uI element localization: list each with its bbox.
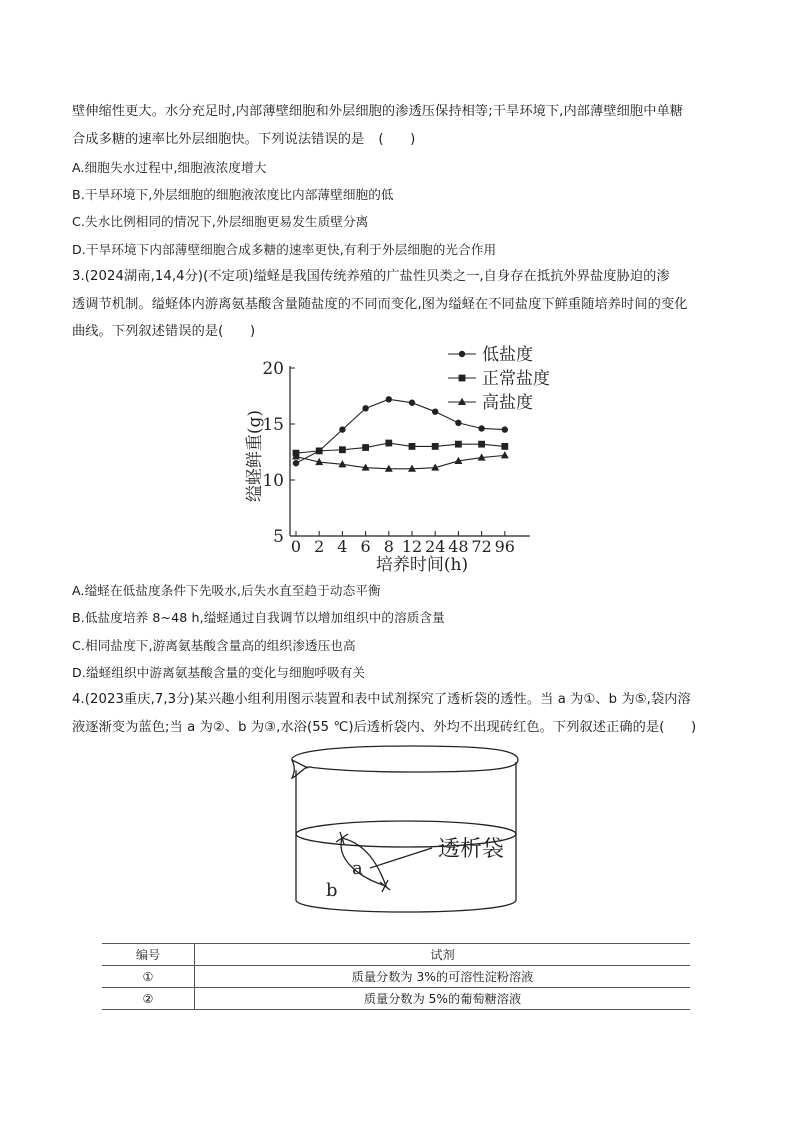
q3-option-b: B.低盐度培养 8~48 h,缢蛏通过自我调节以增加组织中的溶质含量 xyxy=(72,610,445,625)
legend-entry xyxy=(448,393,533,413)
x-tick-label: 72 xyxy=(471,537,492,556)
q3-option-c: C.相同盐度下,游离氨基酸含量高的组织渗透压也高 xyxy=(72,638,356,653)
data-point xyxy=(362,444,369,451)
series-line xyxy=(296,399,505,463)
x-tick-label: 12 xyxy=(401,537,423,556)
series-square xyxy=(293,440,509,457)
series-line xyxy=(296,443,505,453)
x-tick-label: 2 xyxy=(314,537,325,556)
chart-series xyxy=(292,396,509,472)
cell-number: ① xyxy=(102,966,195,988)
bag-pointer-line xyxy=(370,848,432,868)
data-point xyxy=(459,351,465,357)
data-point xyxy=(409,400,415,406)
y-tick-label: 5 xyxy=(273,527,284,547)
y-tick-label: 20 xyxy=(262,359,284,379)
x-tick-label: 6 xyxy=(360,537,371,556)
beaker-rim xyxy=(292,746,518,778)
x-tick-label: 8 xyxy=(383,537,394,556)
legend-label: 低盐度 xyxy=(482,345,533,365)
table-row xyxy=(102,988,690,1010)
data-point xyxy=(385,440,392,447)
data-point xyxy=(501,443,508,450)
q4-stem-line-1: 4.(2023重庆,7,3分)某兴趣小组利用图示装置和表中试剂探究了透析袋的透性。当 a 为①、b 为⑤,袋内溶 xyxy=(72,692,691,707)
q2-option-b: B.干旱环境下,外层细胞的细胞液浓度比内部薄壁细胞的低 xyxy=(72,187,394,202)
header-reagent: 试剂 xyxy=(430,948,455,962)
label-a: a xyxy=(352,858,363,879)
x-axis-title: 培养时间(h) xyxy=(375,555,469,575)
answer-bracket: ( ) xyxy=(218,324,256,339)
x-tick-label: 24 xyxy=(425,537,446,556)
cell-reagent: 质量分数为 5%的葡萄糖溶液 xyxy=(363,992,522,1006)
header-number: 编号 xyxy=(102,944,195,966)
bag-tie-top xyxy=(336,832,348,844)
table-row xyxy=(102,966,690,988)
q2-option-d: D.干旱环境下内部薄壁细胞合成多糖的速率更快,有利于外层细胞的光合作用 xyxy=(72,242,497,257)
y-tick-label: 15 xyxy=(262,415,284,435)
data-point xyxy=(455,420,461,426)
q3-stem-text: 曲线。下列叙述错误的是 xyxy=(72,324,219,339)
x-tick-label: 48 xyxy=(448,537,469,556)
data-point xyxy=(339,446,346,453)
x-tick-label: 96 xyxy=(494,537,515,556)
y-axis-title: 缢蛏鲜重(g) xyxy=(245,409,265,503)
x-tick-label: 0 xyxy=(290,537,302,556)
q3-stem-line-2: 透调节机制。缢蛏体内游离氨基酸含量随盐度的不同而变化,图为缢蛏在不同盐度下鲜重随培养时间的变化 xyxy=(72,297,688,312)
legend-label: 正常盐度 xyxy=(482,369,550,389)
data-point xyxy=(432,408,438,414)
data-point xyxy=(501,451,509,458)
q2-stem-line-1: 壁伸缩性更大。水分充足时,内部薄壁细胞和外层细胞的渗透压保持相等;干旱环境下,内部薄壁细胞中单糖 xyxy=(72,104,684,119)
answer-bracket: ( ) xyxy=(378,132,416,147)
answer-bracket: ( ) xyxy=(659,720,697,735)
q2-option-c: C.失水比例相同的情况下,外层细胞更易发生质壁分离 xyxy=(72,214,369,229)
data-point xyxy=(409,443,416,450)
q4-stem-line-2 xyxy=(72,719,696,737)
q2-stem-text: 合成多糖的速率比外层细胞快。下列说法错误的是 xyxy=(72,132,365,147)
data-point xyxy=(293,460,299,466)
reagent-table xyxy=(102,943,690,1010)
table-header-row xyxy=(102,944,690,966)
series-line xyxy=(296,455,505,468)
data-point xyxy=(455,441,462,448)
cell-number: ② xyxy=(102,988,195,1010)
q3-stem-line-3 xyxy=(72,323,255,341)
data-point xyxy=(432,443,439,450)
q2-option-a: A.细胞失水过程中,细胞液浓度增大 xyxy=(72,160,267,175)
dialysis-beaker-figure xyxy=(270,740,550,930)
cell-reagent: 质量分数为 3%的可溶性淀粉溶液 xyxy=(351,970,534,984)
data-point xyxy=(316,447,323,454)
legend-label: 高盐度 xyxy=(482,393,533,413)
data-point xyxy=(362,405,368,411)
chart-legend xyxy=(448,345,550,413)
x-tick-label: 4 xyxy=(337,537,348,556)
legend-entry xyxy=(448,345,533,365)
q3-option-a: A.缢蛏在低盐度条件下先吸水,后失水直至趋于动态平衡 xyxy=(72,583,381,598)
fresh-weight-chart xyxy=(238,336,578,576)
data-point xyxy=(386,396,392,402)
q3-option-d: D.缢蛏组织中游离氨基酸含量的变化与细胞呼吸有关 xyxy=(72,665,366,680)
data-point xyxy=(502,426,508,432)
series-triangle xyxy=(292,451,509,472)
q2-stem-line-2 xyxy=(72,131,415,149)
label-dialysis-bag: 透析袋 xyxy=(438,837,505,862)
data-point xyxy=(339,426,345,432)
data-point xyxy=(458,398,466,405)
data-point xyxy=(478,425,484,431)
data-point xyxy=(478,441,485,448)
beaker-bottom xyxy=(296,900,516,912)
q3-stem-line-1: 3.(2024湖南,14,4分)(不定项)缢蛏是我国传统养殖的广盐性贝类之一,自身存在抵抗外界盐度胁迫的渗 xyxy=(72,269,670,284)
legend-entry xyxy=(448,369,550,389)
data-point xyxy=(459,375,466,382)
y-tick-label: 10 xyxy=(262,471,284,491)
series-circle xyxy=(293,396,508,466)
label-b: b xyxy=(326,880,338,901)
q4-stem-text: 液逐渐变为蓝色;当 a 为②、b 为③,水浴(55 ℃)后透析袋内、外均不出现砖红色。下列叙述正确的是 xyxy=(72,720,660,735)
